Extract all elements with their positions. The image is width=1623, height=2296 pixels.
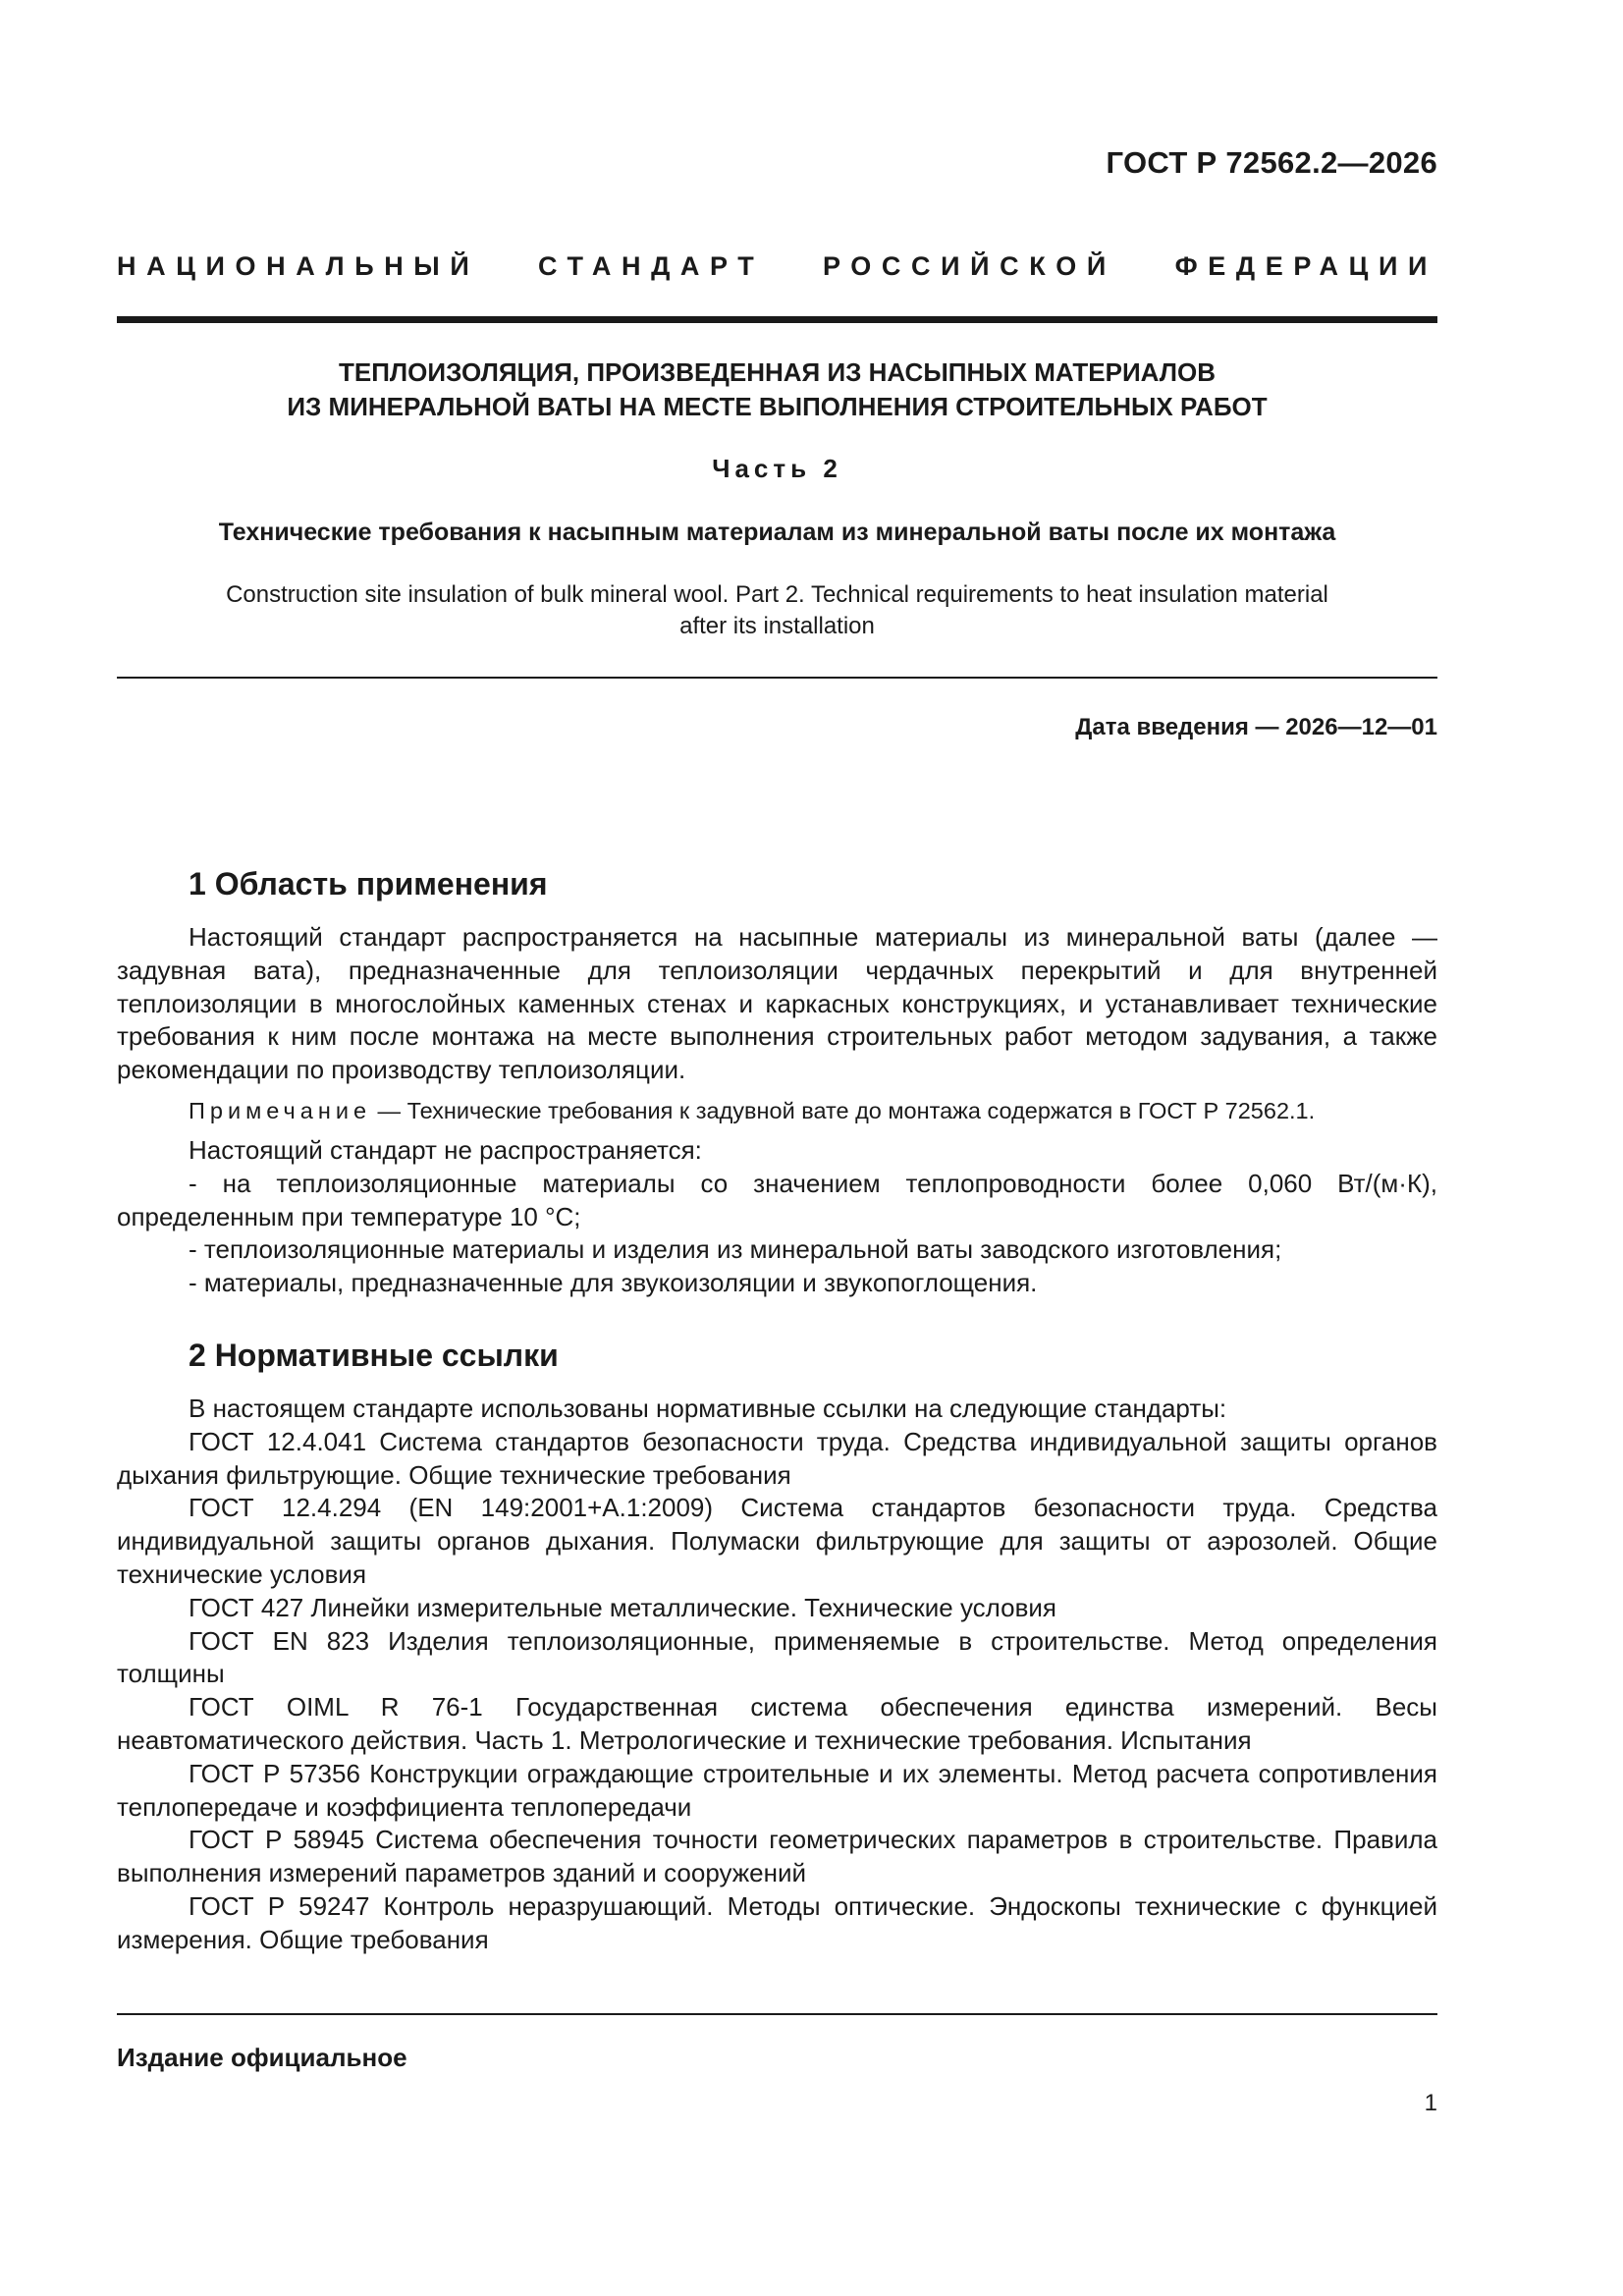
list-item: - материалы, предназначенные для звукоизоляции и звукопоглощения. <box>189 1268 1038 1298</box>
national-standard-banner: НАЦИОНАЛЬНЫЙ СТАНДАРТ РОССИЙСКОЙ ФЕДЕРАЦИИ <box>117 251 1437 281</box>
section-1-paragraph: Настоящий стандарт распространяется на насыпные материалы из минеральной ваты (далее — задувная вата), предназначенные для теплоизоляции чердачных перекрытий и для внутренней теплоизоляции в многослойных каменных стенах и каркасных конструкциях, и устанавливает технические требования к ним после монтажа на месте выполнения строительных работ методом задувания, а также рекомендации по производству теплоизоляции. <box>117 922 1437 1085</box>
document-title <box>117 355 1437 424</box>
english-title <box>117 579 1437 642</box>
reference-item: ГОСТ EN 823 Изделия теплоизоляционные, применяемые в строительстве. Метод определения толщины <box>117 1625 1437 1689</box>
list-item: - теплоизоляционные материалы и изделия из минеральной ваты заводского изготовления; <box>189 1234 1282 1265</box>
section-2-heading: 2 Нормативные ссылки <box>189 1337 559 1373</box>
reference-item: ГОСТ 12.4.041 Система стандартов безопасности труда. Средства индивидуальной защиты органов дыхания фильтрующие. Общие технические требования <box>117 1426 1437 1490</box>
document-subtitle: Технические требования к насыпным материалам из минеральной ваты после их монтажа <box>218 519 1336 546</box>
document-number: ГОСТ Р 72562.2—2026 <box>1106 145 1437 180</box>
reference-item: ГОСТ Р 58945 Система обеспечения точности геометрических параметров в строительстве. Правила выполнения измерений параметров зданий и сооружений <box>117 1825 1437 1888</box>
title-bottom-rule <box>117 677 1437 679</box>
list-item: - на теплоизоляционные материалы со значением теплопроводности более 0,060 Вт/(м·К), определенным при температуре 10 °С; <box>117 1168 1437 1231</box>
reference-item: ГОСТ Р 59247 Контроль неразрушающий. Методы оптические. Эндоскопы технические с функцией измерения. Общие требования <box>117 1890 1437 1954</box>
english-title-line-2: after its installation <box>679 613 875 639</box>
reference-item: ГОСТ OIML R 76-1 Государственная система обеспечения единства измерений. Весы неавтоматического действия. Часть 1. Метрологические и технические требования. Испытания <box>117 1692 1437 1755</box>
title-line-1: ТЕПЛОИЗОЛЯЦИЯ, ПРОИЗВЕДЕННАЯ ИЗ НАСЫПНЫХ МАТЕРИАЛОВ <box>339 357 1216 387</box>
reference-item: ГОСТ Р 57356 Конструкции ограждающие строительные и их элементы. Метод расчета сопротивления теплопередаче и коэффициента теплопередачи <box>117 1758 1437 1822</box>
part-label: Часть 2 <box>712 454 842 483</box>
reference-item: ГОСТ 12.4.294 (EN 149:2001+A.1:2009) Система стандартов безопасности труда. Средства индивидуальной защиты органов дыхания. Полумаски фильтрующие для защиты от аэрозолей. Общие технические условия <box>117 1493 1437 1589</box>
section-1-exclusions-intro: Настоящий стандарт не распространяется: <box>189 1134 702 1165</box>
document-body <box>117 854 1437 1957</box>
section-2-intro: В настоящем стандарте использованы нормативные ссылки на следующие стандарты: <box>189 1393 1227 1423</box>
introduction-date: Дата введения — 2026—12—01 <box>1075 714 1437 740</box>
header-rule <box>117 316 1437 323</box>
section-1-heading: 1 Область применения <box>189 866 548 902</box>
note-label: Примечание <box>189 1097 372 1123</box>
english-title-line-1: Construction site insulation of bulk mineral wool. Part 2. Technical requirements to heat insulation material <box>226 581 1328 608</box>
official-edition-label: Издание официальное <box>117 2043 407 2072</box>
page-number: 1 <box>1424 2090 1437 2116</box>
reference-item: ГОСТ 427 Линейки измерительные металлические. Технические условия <box>189 1592 1056 1622</box>
note-text: — Технические требования к задувной вате до монтажа содержатся в ГОСТ Р 72562.1. <box>371 1097 1316 1123</box>
note <box>117 1095 1437 1126</box>
title-line-2: ИЗ МИНЕРАЛЬНОЙ ВАТЫ НА МЕСТЕ ВЫПОЛНЕНИЯ СТРОИТЕЛЬНЫХ РАБОТ <box>287 392 1268 421</box>
footer-rule <box>117 2013 1437 2015</box>
